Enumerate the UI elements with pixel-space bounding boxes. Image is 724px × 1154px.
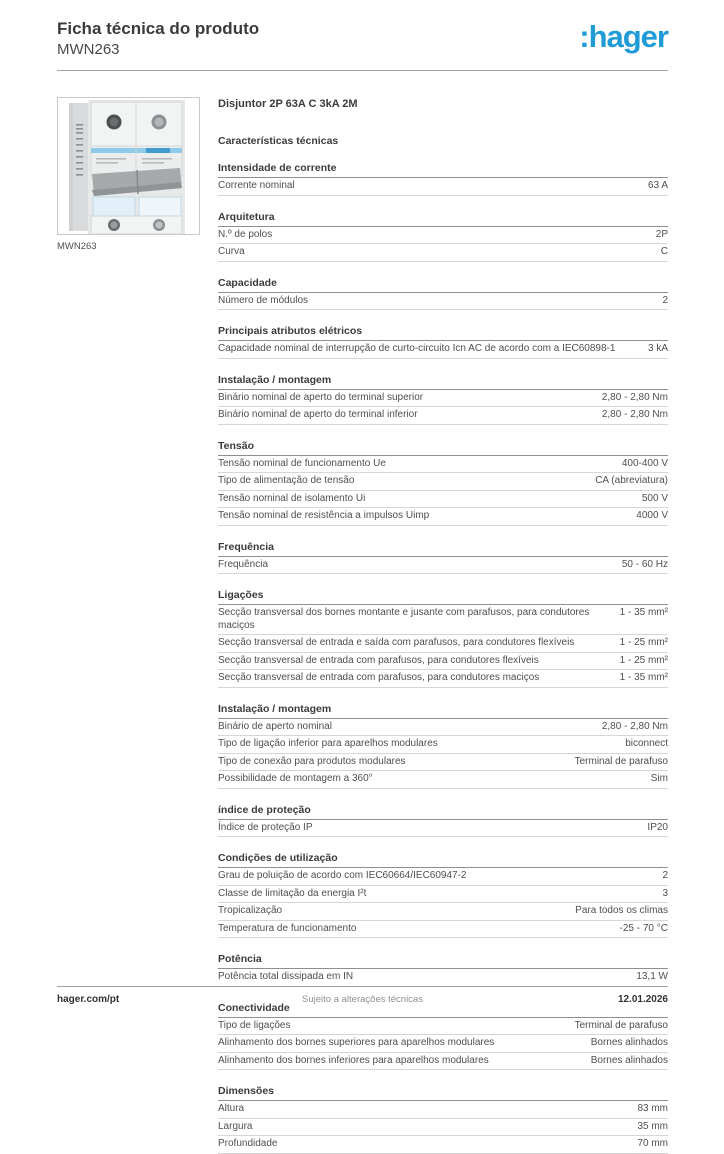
spec-value: Bornes alinhados bbox=[590, 1037, 668, 1049]
spec-section-heading: Capacidade bbox=[218, 271, 668, 293]
page-footer bbox=[57, 986, 668, 1005]
spec-row bbox=[218, 473, 668, 491]
spec-section-heading: Instalação / montagem bbox=[218, 697, 668, 719]
product-name: Disjuntor 2P 63A C 3kA 2M bbox=[218, 98, 358, 111]
spec-section bbox=[218, 319, 668, 359]
spec-value: Sim bbox=[650, 773, 668, 785]
spec-label: Temperatura de funcionamento bbox=[218, 922, 357, 934]
spec-label: Classe de limitação da energia I²t bbox=[218, 887, 367, 899]
spec-value: 2 bbox=[662, 294, 668, 306]
spec-label: N.º de polos bbox=[218, 228, 273, 240]
spec-label: Binário de aperto nominal bbox=[218, 720, 332, 732]
spec-section-heading: Arquitetura bbox=[218, 205, 668, 227]
spec-section bbox=[218, 798, 668, 838]
spec-section bbox=[218, 434, 668, 526]
spec-label: Profundidade bbox=[218, 1138, 278, 1150]
circuit-breaker-illustration bbox=[58, 98, 201, 236]
spec-label: Frequência bbox=[218, 558, 269, 570]
spec-row bbox=[218, 244, 668, 262]
spec-value: C bbox=[660, 246, 668, 258]
spec-value: 50 - 60 Hz bbox=[621, 558, 668, 570]
spec-value: 2,80 - 2,80 Nm bbox=[601, 409, 668, 421]
spec-label: Tipo de ligação inferior para aparelhos modulares bbox=[218, 738, 438, 750]
spec-value: biconnect bbox=[625, 738, 668, 750]
spec-label: Possibilidade de montagem a 360° bbox=[218, 773, 373, 785]
spec-label: Largura bbox=[218, 1120, 253, 1132]
spec-label: Tipo de conexão para produtos modulares bbox=[218, 755, 406, 767]
spec-value: 3 bbox=[662, 887, 668, 899]
spec-row bbox=[218, 293, 668, 311]
page-header bbox=[57, 0, 668, 58]
spec-label: Curva bbox=[218, 246, 245, 258]
spec-row bbox=[218, 754, 668, 772]
spec-value: Para todos os climas bbox=[575, 905, 668, 917]
technical-characteristics-heading: Características técnicas bbox=[218, 135, 339, 148]
spec-row bbox=[218, 1101, 668, 1119]
spec-label: Índice de proteção IP bbox=[218, 821, 313, 833]
spec-label: Secção transversal dos bornes montante e jusante com parafusos, para condutores maciços bbox=[218, 607, 590, 631]
spec-value: 1 - 35 mm² bbox=[619, 607, 668, 619]
spec-row bbox=[218, 670, 668, 688]
spec-row bbox=[218, 491, 668, 509]
spec-value: 4000 V bbox=[636, 510, 668, 522]
header-titles bbox=[57, 19, 259, 58]
spec-value: 63 A bbox=[647, 180, 668, 192]
spec-value: 2,80 - 2,80 Nm bbox=[601, 391, 668, 403]
product-code: MWN263 bbox=[57, 41, 120, 59]
spec-value: Bornes alinhados bbox=[590, 1054, 668, 1066]
spec-value: 35 mm bbox=[637, 1120, 668, 1132]
footer-divider bbox=[57, 986, 668, 987]
spec-label: Grau de poluição de acordo com IEC60664/IEC60947-2 bbox=[218, 870, 467, 882]
spec-row bbox=[218, 390, 668, 408]
spec-section bbox=[218, 1079, 668, 1154]
product-image bbox=[57, 97, 200, 235]
spec-section-heading: Conectividade bbox=[218, 996, 668, 1018]
spec-label: Alinhamento dos bornes superiores para aparelhos modulares bbox=[218, 1037, 495, 1049]
spec-value: 2,80 - 2,80 Nm bbox=[601, 720, 668, 732]
product-image-caption: MWN263 bbox=[57, 241, 97, 253]
spec-row bbox=[218, 557, 668, 575]
spec-value: 2P bbox=[655, 228, 668, 240]
spec-row bbox=[218, 868, 668, 886]
document-title: Ficha técnica do produto bbox=[57, 19, 260, 38]
footer-disclaimer: Sujeito a alterações técnicas bbox=[302, 994, 423, 1005]
spec-row bbox=[218, 1119, 668, 1137]
spec-row bbox=[218, 178, 668, 196]
spec-section bbox=[218, 271, 668, 311]
spec-label: Binário nominal de aperto do terminal inferior bbox=[218, 409, 418, 421]
spec-row bbox=[218, 719, 668, 737]
spec-section-heading: Principais atributos elétricos bbox=[218, 319, 668, 341]
spec-value: 70 mm bbox=[637, 1138, 668, 1150]
spec-value: 1 - 25 mm² bbox=[619, 654, 668, 666]
spec-label: Secção transversal de entrada com parafusos, para condutores maciços bbox=[218, 672, 540, 684]
spec-value: 83 mm bbox=[637, 1103, 668, 1115]
spec-row bbox=[218, 1053, 668, 1071]
spec-value: Terminal de parafuso bbox=[574, 1019, 668, 1031]
spec-section-heading: Dimensões bbox=[218, 1079, 668, 1101]
spec-row bbox=[218, 653, 668, 671]
spec-label: Tensão nominal de resistência a impulsos Uimp bbox=[218, 510, 430, 522]
spec-row bbox=[218, 1136, 668, 1154]
spec-row bbox=[218, 771, 668, 789]
spec-section bbox=[218, 947, 668, 987]
footer-row bbox=[57, 994, 668, 1005]
spec-label: Alinhamento dos bornes inferiores para aparelhos modulares bbox=[218, 1054, 489, 1066]
spec-row bbox=[218, 820, 668, 838]
header-divider bbox=[57, 70, 668, 71]
spec-label: Tipo de ligações bbox=[218, 1019, 291, 1031]
spec-section bbox=[218, 368, 668, 425]
spec-label: Secção transversal de entrada e saída com parafusos, para condutores flexíveis bbox=[218, 637, 575, 649]
spec-value: -25 - 70 °C bbox=[619, 922, 668, 934]
spec-section-heading: Ligações bbox=[218, 583, 668, 605]
hager-logo: :hager bbox=[579, 19, 668, 54]
spec-section bbox=[218, 156, 668, 196]
spec-label: Corrente nominal bbox=[218, 180, 295, 192]
spec-row bbox=[218, 407, 668, 425]
spec-value: IP20 bbox=[647, 821, 668, 833]
spec-row bbox=[218, 635, 668, 653]
footer-website-link[interactable]: hager.com/pt bbox=[57, 994, 120, 1005]
spec-section bbox=[218, 583, 668, 688]
spec-section-heading: Tensão bbox=[218, 434, 668, 456]
spec-label: Potência total dissipada em IN bbox=[218, 971, 354, 983]
spec-value: 400-400 V bbox=[621, 457, 668, 469]
spec-section-heading: Potência bbox=[218, 947, 668, 969]
spec-row bbox=[218, 921, 668, 939]
spec-row bbox=[218, 456, 668, 474]
spec-section-heading: Condições de utilização bbox=[218, 846, 668, 868]
spec-label: Tensão nominal de isolamento Ui bbox=[218, 492, 366, 504]
spec-value: 2 bbox=[662, 870, 668, 882]
spec-row bbox=[218, 227, 668, 245]
spec-section bbox=[218, 535, 668, 575]
spec-section bbox=[218, 205, 668, 262]
spec-value: 1 - 35 mm² bbox=[619, 672, 668, 684]
spec-row bbox=[218, 1035, 668, 1053]
spec-section bbox=[218, 996, 668, 1071]
spec-label: Capacidade nominal de interrupção de curto-circuito Icn AC de acordo com a IEC60898-1 bbox=[218, 343, 616, 355]
spec-label: Binário nominal de aperto do terminal superior bbox=[218, 391, 424, 403]
spec-label: Tropicalização bbox=[218, 905, 283, 917]
spec-label: Altura bbox=[218, 1103, 245, 1115]
spec-section-heading: Frequência bbox=[218, 535, 668, 557]
spec-row bbox=[218, 341, 668, 359]
spec-row bbox=[218, 736, 668, 754]
footer-date: 12.01.2026 bbox=[617, 994, 668, 1005]
spec-value: Terminal de parafuso bbox=[574, 755, 668, 767]
spec-row bbox=[218, 605, 668, 635]
spec-section-heading: Intensidade de corrente bbox=[218, 156, 668, 178]
spec-section bbox=[218, 697, 668, 789]
spec-label: Tensão nominal de funcionamento Ue bbox=[218, 457, 386, 469]
spec-label: Número de módulos bbox=[218, 294, 309, 306]
spec-row bbox=[218, 508, 668, 526]
spec-row bbox=[218, 1018, 668, 1036]
spec-section bbox=[218, 846, 668, 938]
spec-value: 500 V bbox=[641, 492, 668, 504]
spec-row bbox=[218, 969, 668, 987]
spec-section-heading: Instalação / montagem bbox=[218, 368, 668, 390]
spec-row bbox=[218, 886, 668, 904]
spec-value: CA (abreviatura) bbox=[595, 475, 668, 487]
spec-value: 3 kA bbox=[647, 343, 668, 355]
spec-label: Secção transversal de entrada com parafusos, para condutores flexíveis bbox=[218, 654, 539, 666]
spec-label: Tipo de alimentação de tensão bbox=[218, 475, 355, 487]
spec-row bbox=[218, 903, 668, 921]
spec-section-heading: índice de proteção bbox=[218, 798, 668, 820]
spec-value: 1 - 25 mm² bbox=[619, 637, 668, 649]
spec-value: 13,1 W bbox=[636, 971, 668, 983]
